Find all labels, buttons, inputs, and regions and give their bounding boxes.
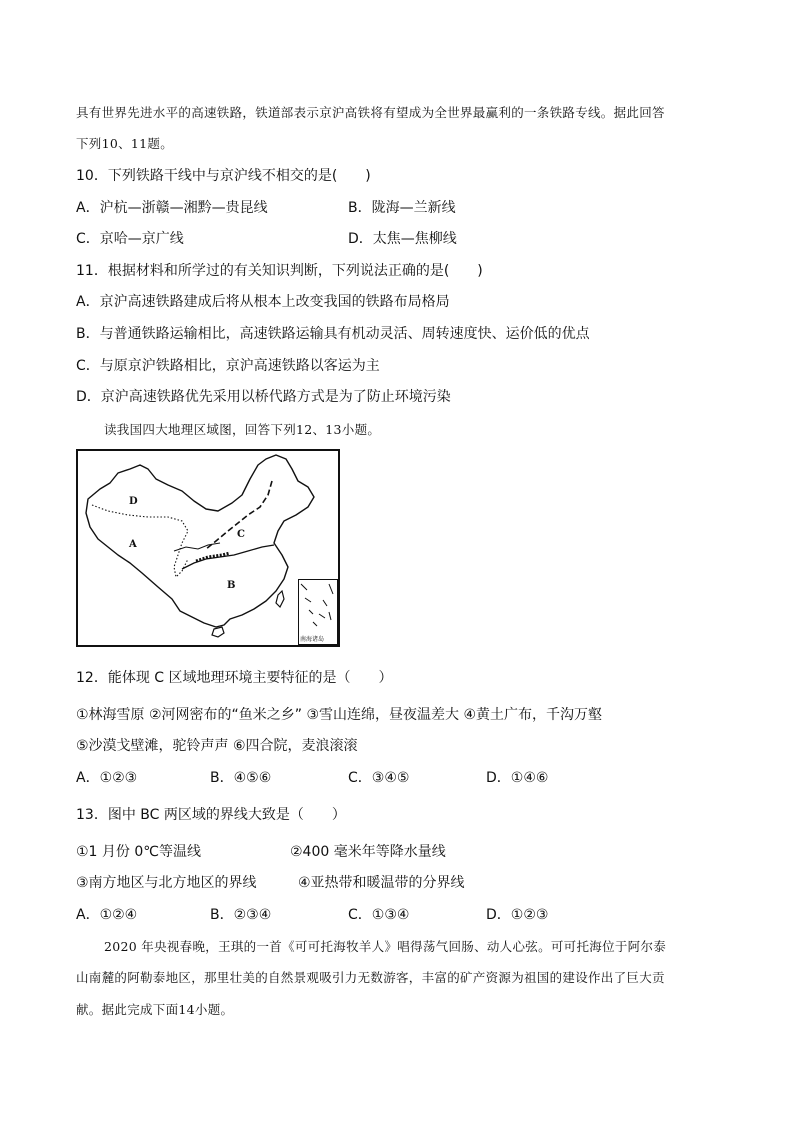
- q13-item-2: ②400 毫米年等降水量线: [290, 844, 446, 860]
- dotted-boundary: [92, 505, 188, 577]
- q12-option-d: D．①④⑥: [486, 770, 549, 786]
- china-outline: [86, 455, 314, 627]
- inset-islands: [299, 580, 337, 636]
- q12-option-a: A．①②③: [76, 770, 138, 786]
- q11-option-c: C．与原京沪铁路相比，京沪高速铁路以客运为主: [76, 358, 380, 374]
- q11-stem: 11．根据材料和所学过的有关知识判断，下列说法正确的是( ): [76, 263, 483, 279]
- china-regions-map: [76, 449, 340, 647]
- q10-stem: 10．下列铁路干线中与京沪线不相交的是( ): [76, 168, 371, 184]
- q13-option-c: C．①③④: [348, 907, 410, 923]
- q13-item-4: ④亚热带和暖温带的分界线: [298, 875, 465, 891]
- q10-option-d: D．太焦—焦柳线: [348, 231, 457, 247]
- region-label-a: A: [129, 539, 137, 550]
- q10-option-c: C．京哈—京广线: [76, 231, 184, 247]
- q13-option-b: B．②③④: [210, 907, 272, 923]
- inset-label: 南海诸岛: [300, 636, 325, 643]
- q11-option-d: D．京沪高速铁路优先采用以桥代路方式是为了防止环境污染: [76, 389, 451, 405]
- intro-line-2: 下列10、11题。: [76, 136, 174, 151]
- q13-item-1: ①1 月份 0℃等温线: [76, 844, 201, 860]
- region-label-d: D: [129, 496, 138, 507]
- outro-line-3: 献。据此完成下面14小题。: [76, 1002, 234, 1017]
- q13-item-3: ③南方地区与北方地区的界线: [76, 875, 257, 891]
- q10-option-a: A．沪杭—浙赣—湘黔—贵昆线: [76, 200, 268, 216]
- region-label-c: C: [237, 529, 245, 540]
- q12-option-b: B．④⑤⑥: [210, 770, 272, 786]
- q10-option-b: B．陇海—兰新线: [348, 200, 456, 216]
- q13-option-a: A．①②④: [76, 907, 138, 923]
- outro-line-2: 山南麓的阿勒泰地区，那里壮美的自然景观吸引力无数游客，丰富的矿产资源为祖国的建设作出了巨大贡: [76, 970, 665, 985]
- q11-option-b: B．与普通铁路运输相比，高速铁路运输具有机动灵活、周转速度快、运价低的优点: [76, 326, 590, 342]
- map-intro: 读我国四大地理区域图，回答下列12、13小题。: [104, 422, 381, 437]
- qinling-hatch: [196, 553, 230, 561]
- q13-stem: 13．图中 BC 两区域的界线大致是（ ）: [76, 807, 346, 823]
- region-label-b: B: [227, 580, 236, 591]
- taiwan-island: [276, 591, 284, 607]
- river-line: [174, 543, 220, 551]
- hainan-island: [212, 627, 224, 637]
- q11-option-a: A．京沪高速铁路建成后将从根本上改变我国的铁路布局格局: [76, 294, 450, 310]
- intro-line-1: 具有世界先进水平的高速铁路，铁道部表示京沪高铁将有望成为全世界最赢利的一条铁路专线。据此回答: [76, 105, 665, 120]
- q12-option-c: C．③④⑤: [348, 770, 410, 786]
- q12-items-line-1: ①林海雪原 ②河网密布的“鱼米之乡” ③雪山连绵，昼夜温差大 ④黄土广布，千沟万壑: [76, 707, 603, 723]
- south-china-sea-inset: [298, 579, 338, 645]
- q12-items-line-2: ⑤沙漠戈壁滩，驼铃声声 ⑥四合院，麦浪滚滚: [76, 738, 358, 754]
- q12-stem: 12．能体现 C 区域地理环境主要特征的是（ ）: [76, 670, 393, 686]
- q13-option-d: D．①②③: [486, 907, 549, 923]
- outro-line-1: 2020 年央视春晚，王琪的一首《可可托海牧羊人》唱得荡气回肠、动人心弦。可可托海位于阿尔泰: [104, 939, 667, 954]
